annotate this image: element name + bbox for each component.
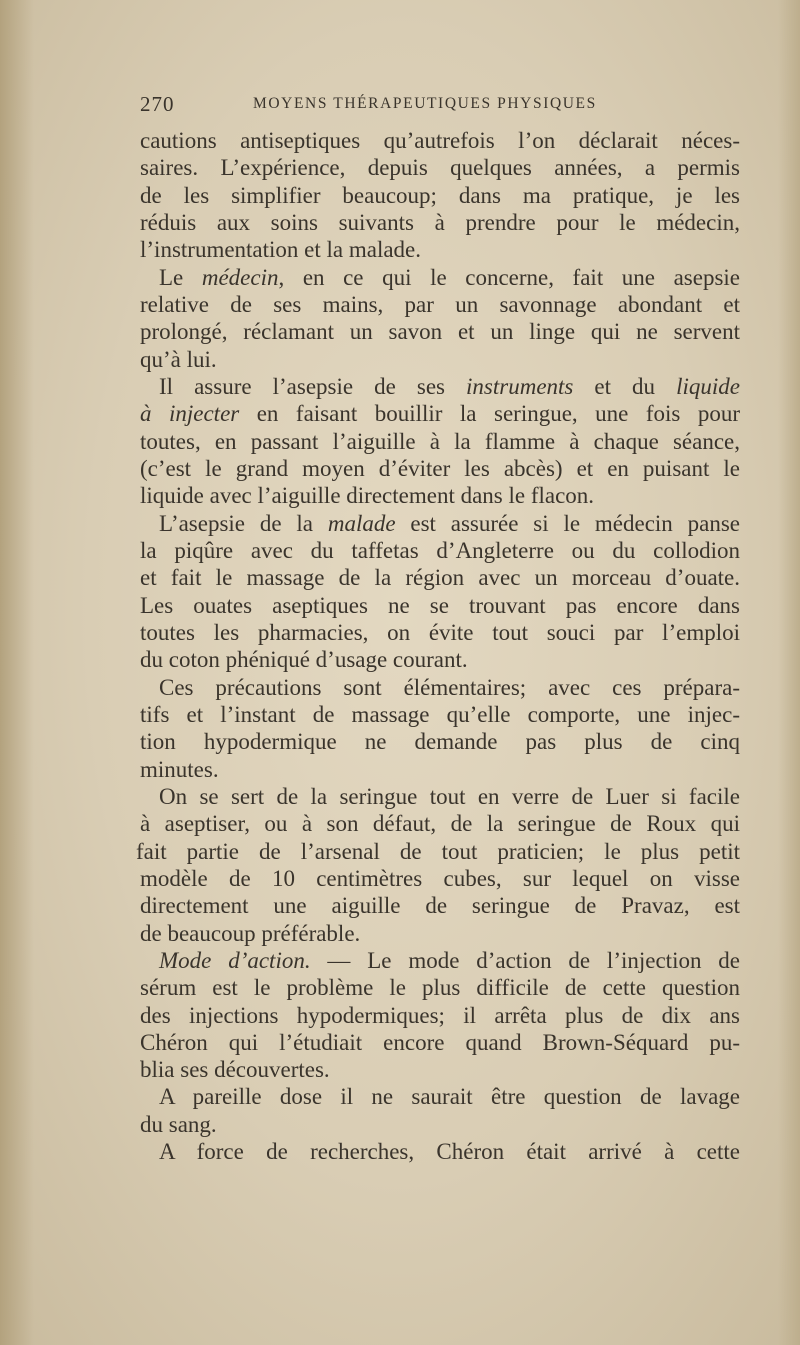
page-shadow-left	[0, 0, 34, 1345]
page-number: 270	[140, 92, 175, 116]
text-line: à aseptiser, ou à son défaut, de la seringue de Roux qui	[140, 811, 740, 837]
text-line: On se sert de la seringue tout en verre de Luer si facile	[159, 783, 740, 809]
text-line: Ces précautions sont élémentaires; avec ces prépara-	[159, 674, 740, 700]
text-line: Les ouates aseptiques ne se trouvant pas encore dans	[140, 592, 740, 618]
text-line: Le médecin, en ce qui le concerne, fait une asepsie	[159, 264, 740, 290]
text-line: minutes.	[140, 756, 219, 782]
text-line: Chéron qui l’étudiait encore quand Brown-Séquard pu-	[140, 1029, 740, 1055]
italic-term: instruments	[466, 373, 574, 399]
text-line: fait partie de l’arsenal de tout praticien; le plus petit	[136, 838, 740, 864]
text-line: L’asepsie de la malade est assurée si le médecin panse	[159, 510, 740, 536]
text-line: de les simplifier beaucoup; dans ma pratique, je les	[140, 182, 740, 208]
text-line: prolongé, réclamant un savon et un linge qui ne servent	[140, 319, 740, 345]
text-line: toutes, en passant l’aiguille à la flamme à chaque séance,	[140, 428, 740, 454]
italic-term: médecin	[201, 264, 279, 290]
text-line: du sang.	[140, 1111, 217, 1137]
text-line: la piqûre avec du taffetas d’Angleterre ou du collodion	[140, 537, 740, 563]
text-line: tion hypodermique ne demande pas plus de cinq	[140, 729, 740, 755]
text-line: de beaucoup préférable.	[140, 920, 361, 946]
text-line: réduis aux soins suivants à prendre pour le médecin,	[140, 209, 740, 235]
text-line: A pareille dose il ne saurait être question de lavage	[159, 1084, 740, 1110]
text-line: saires. L’expérience, depuis quelques années, a permis	[140, 155, 740, 181]
text-line: (c’est le grand moyen d’éviter les abcès) et en puisant le	[140, 455, 740, 481]
text-line: blia ses découvertes.	[140, 1057, 330, 1083]
text-line: A force de recherches, Chéron était arrivé à cette	[159, 1139, 740, 1165]
page-header	[140, 92, 740, 118]
text-line: Mode d’action. — Le mode d’action de l’injection de	[159, 947, 740, 973]
text-line: directement une aiguille de seringue de Pravaz, est	[140, 893, 740, 919]
text-line: relative de ses mains, par un savonnage abondant et	[140, 291, 740, 317]
text-line: des injections hypodermiques; il arrêta plus de dix ans	[140, 1002, 740, 1028]
italic-term: à injecter	[140, 401, 240, 427]
text-line: tifs et l’instant de massage qu’elle comporte, une injec-	[140, 701, 740, 727]
italic-term: Mode d’action.	[159, 947, 311, 973]
text-line: Il assure l’asepsie de ses instruments et du liquide	[159, 373, 740, 399]
italic-term: liquide	[676, 373, 740, 399]
running-head: MOYENS THÉRAPEUTIQUES PHYSIQUES	[253, 95, 597, 112]
text-line: qu’à lui.	[140, 346, 217, 372]
text-line: modèle de 10 centimètres cubes, sur lequel on visse	[140, 865, 740, 891]
text-line: du coton phéniqué d’usage courant.	[140, 647, 468, 673]
body-text	[136, 127, 740, 1165]
text-line: cautions antiseptiques qu’autrefois l’on déclarait néces-	[140, 128, 740, 153]
text-line: toutes les pharmacies, on évite tout souci par l’emploi	[140, 619, 740, 645]
text-line: sérum est le problème le plus difficile de cette question	[140, 975, 740, 1001]
text-line: liquide avec l’aiguille directement dans le flacon.	[140, 483, 595, 509]
text-line: l’instrumentation et la malade.	[140, 237, 422, 263]
page-shadow-right	[778, 0, 800, 1345]
text-line: et fait le massage de la région avec un morceau d’ouate.	[140, 565, 740, 591]
italic-term: malade	[327, 510, 396, 536]
text-line: à injecter en faisant bouillir la seringue, une fois pour	[140, 401, 740, 427]
